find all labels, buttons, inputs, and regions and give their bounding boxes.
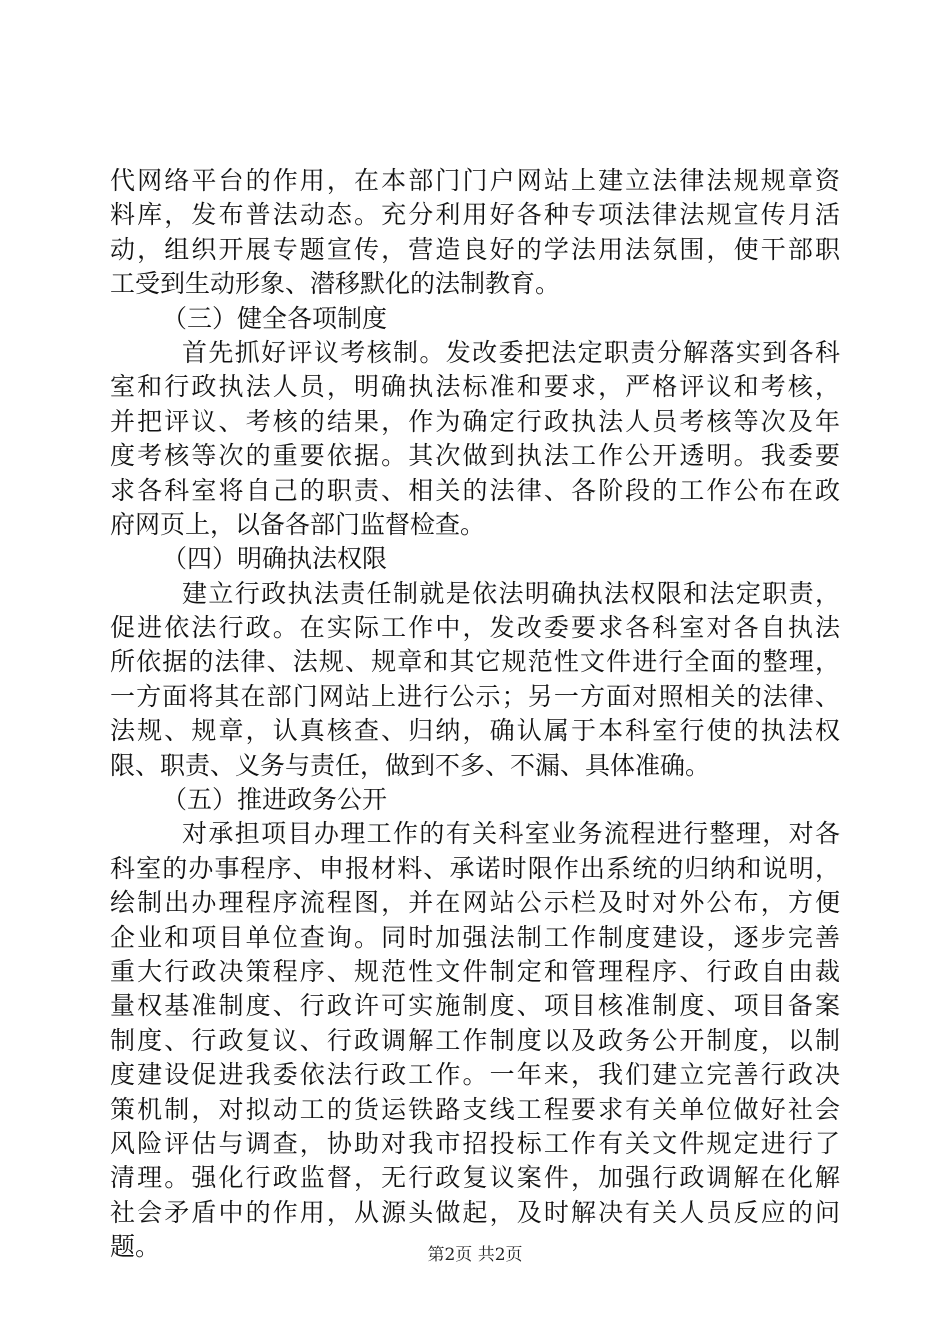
- text-line: 工受到生动形象、潜移默化的法制教育。: [110, 269, 561, 299]
- text-line: 题。: [110, 1232, 161, 1262]
- text-line: 制度、行政复议、行政调解工作制度以及政务公开制度，以制: [110, 1025, 840, 1055]
- text-line: 风险评估与调查，协助对我市招投标工作有关文件规定进行了: [110, 1128, 840, 1158]
- text-line: 重大行政决策程序、规范性文件制定和管理程序、行政自由裁: [110, 956, 840, 986]
- text-line: 首先抓好评议考核制。发改委把法定职责分解落实到各科: [182, 337, 840, 367]
- text-line: 求各科室将自己的职责、相关的法律、各阶段的工作公布在政: [110, 475, 840, 505]
- text-line: 一方面将其在部门网站上进行公示；另一方面对照相关的法律、: [110, 681, 840, 711]
- text-line: 绘制出办理程序流程图，并在网站公示栏及时对外公布，方便: [110, 888, 840, 918]
- text-line: 限、职责、义务与责任，做到不多、不漏、具体准确。: [110, 750, 711, 780]
- text-line: 府网页上，以备各部门监督检查。: [110, 509, 486, 539]
- text-line: 代网络平台的作用，在本部门门户网站上建立法律法规规章资: [110, 166, 840, 195]
- text-line: 清理。强化行政监督，无行政复议案件，加强行政调解在化解: [110, 1163, 840, 1193]
- text-line: 促进依法行政。在实际工作中，发改委要求各科室对各自执法: [110, 613, 840, 643]
- text-line: 量权基准制度、行政许可实施制度、项目核准制度、项目备案: [110, 991, 840, 1021]
- body-text: [110, 164, 840, 1265]
- text-line: 动，组织开展专题宣传，营造良好的学法用法氛围，使干部职: [110, 234, 840, 264]
- text-line: 度建设促进我委依法行政工作。一年来，我们建立完善行政决: [110, 1060, 840, 1090]
- text-line: 对承担项目办理工作的有关科室业务流程进行整理，对各: [182, 819, 840, 849]
- section-heading-4: （四）明确执法权限: [162, 544, 388, 574]
- page-number-footer: 第2页 共2页: [427, 1245, 523, 1265]
- text-line: 料库，发布普法动态。充分利用好各种专项法律法规宣传月活: [110, 200, 840, 230]
- text-line: 建立行政执法责任制就是依法明确执法权限和法定职责，: [182, 578, 840, 608]
- section-heading-3: （三）健全各项制度: [162, 303, 388, 333]
- text-line: 室和行政执法人员，明确执法标准和要求，严格评议和考核，: [110, 372, 840, 402]
- text-line: 科室的办事程序、申报材料、承诺时限作出系统的归纳和说明，: [110, 853, 840, 883]
- text-line: 所依据的法律、法规、规章和其它规范性文件进行全面的整理，: [110, 647, 840, 677]
- text-line: 并把评议、考核的结果，作为确定行政执法人员考核等次及年: [110, 406, 840, 436]
- text-line: 度考核等次的重要依据。其次做到执法工作公开透明。我委要: [110, 441, 840, 471]
- text-line: 企业和项目单位查询。同时加强法制工作制度建设，逐步完善: [110, 922, 840, 952]
- text-line: 法规、规章，认真核查、归纳，确认属于本科室行使的执法权: [110, 716, 840, 746]
- text-line: 策机制，对拟动工的货运铁路支线工程要求有关单位做好社会: [110, 1094, 840, 1124]
- text-line: 社会矛盾中的作用，从源头做起，及时解决有关人员反应的问: [110, 1197, 840, 1227]
- section-heading-5: （五）推进政务公开: [162, 785, 388, 815]
